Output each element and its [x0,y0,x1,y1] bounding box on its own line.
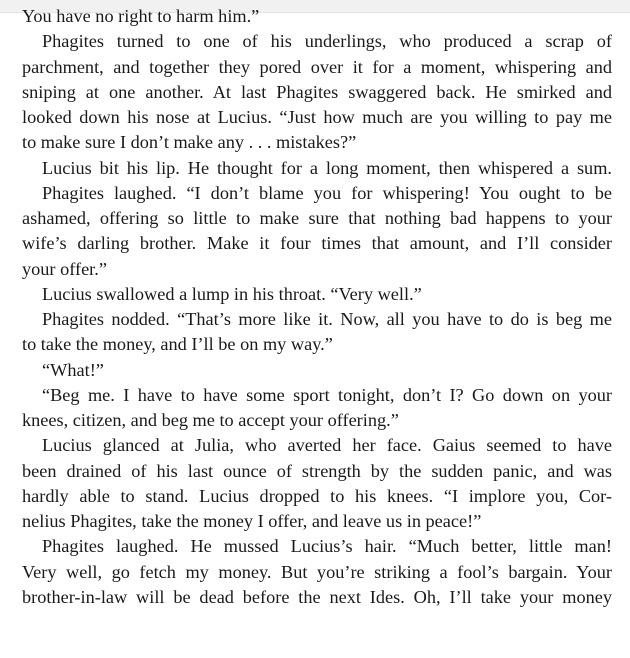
text-line: You have no right to harm him.” [22,6,260,26]
text-line: looked down his nose at Lucius. “Just how much are you willing to pay me [22,107,612,127]
text-line: your offer.” [22,258,107,279]
text-line: sniping at one another. At last Phagites swaggered back. He smirked and [22,81,612,102]
book-page-text [22,4,612,610]
text-line: Phagites nodded. “That’s more like it. Now, all you have to do is beg me [42,309,612,329]
text-line: knees, citizen, and beg me to accept your offering.” [22,410,399,430]
text-line: Phagites laughed. He mussed Lucius’s hair. “Much better, little man! [42,536,612,557]
text-line: Lucius swallowed a lump in his throat. “Very well.” [42,283,422,304]
text-line: ashamed, offering so little to make sure that nothing bad happens to your [22,208,612,228]
text-line: wife’s darling brother. Make it four times that amount, and I’ll consider [22,233,612,254]
text-line: Lucius glanced at Julia, who averted her face. Gaius seemed to have [42,435,612,456]
text-line: Lucius bit his lip. He thought for a long moment, then whispered a sum. [42,157,612,178]
text-line: nelius Phagites, take the money I offer, and leave us in peace!” [22,511,482,531]
text-line: parchment, and together they pored over it for a moment, whispering and [22,56,612,77]
text-line: Phagites turned to one of his underlings, who produced a scrap of [42,31,612,52]
text-line: to make sure I don’t make any . . . mistakes?” [22,132,357,153]
text-line: brother-in-law will be dead before the next Ides. Oh, I’ll take your money [22,586,612,607]
text-line: Phagites laughed. “I don’t blame you for whispering! You ought to be [42,182,612,203]
text-line: “What!” [42,359,104,380]
text-line: to take the money, and I’ll be on my way.” [22,334,333,355]
text-line: been drained of his last ounce of strength by the sudden panic, and was [22,460,612,481]
text-line: hardly able to stand. Lucius dropped to his knees. “I implore you, Cor- [22,485,612,506]
text-line: Very well, go fetch my money. But you’re striking a fool’s bargain. Your [22,561,612,582]
text-line: “Beg me. I have to have some sport tonight, don’t I? Go down on your [42,384,612,405]
